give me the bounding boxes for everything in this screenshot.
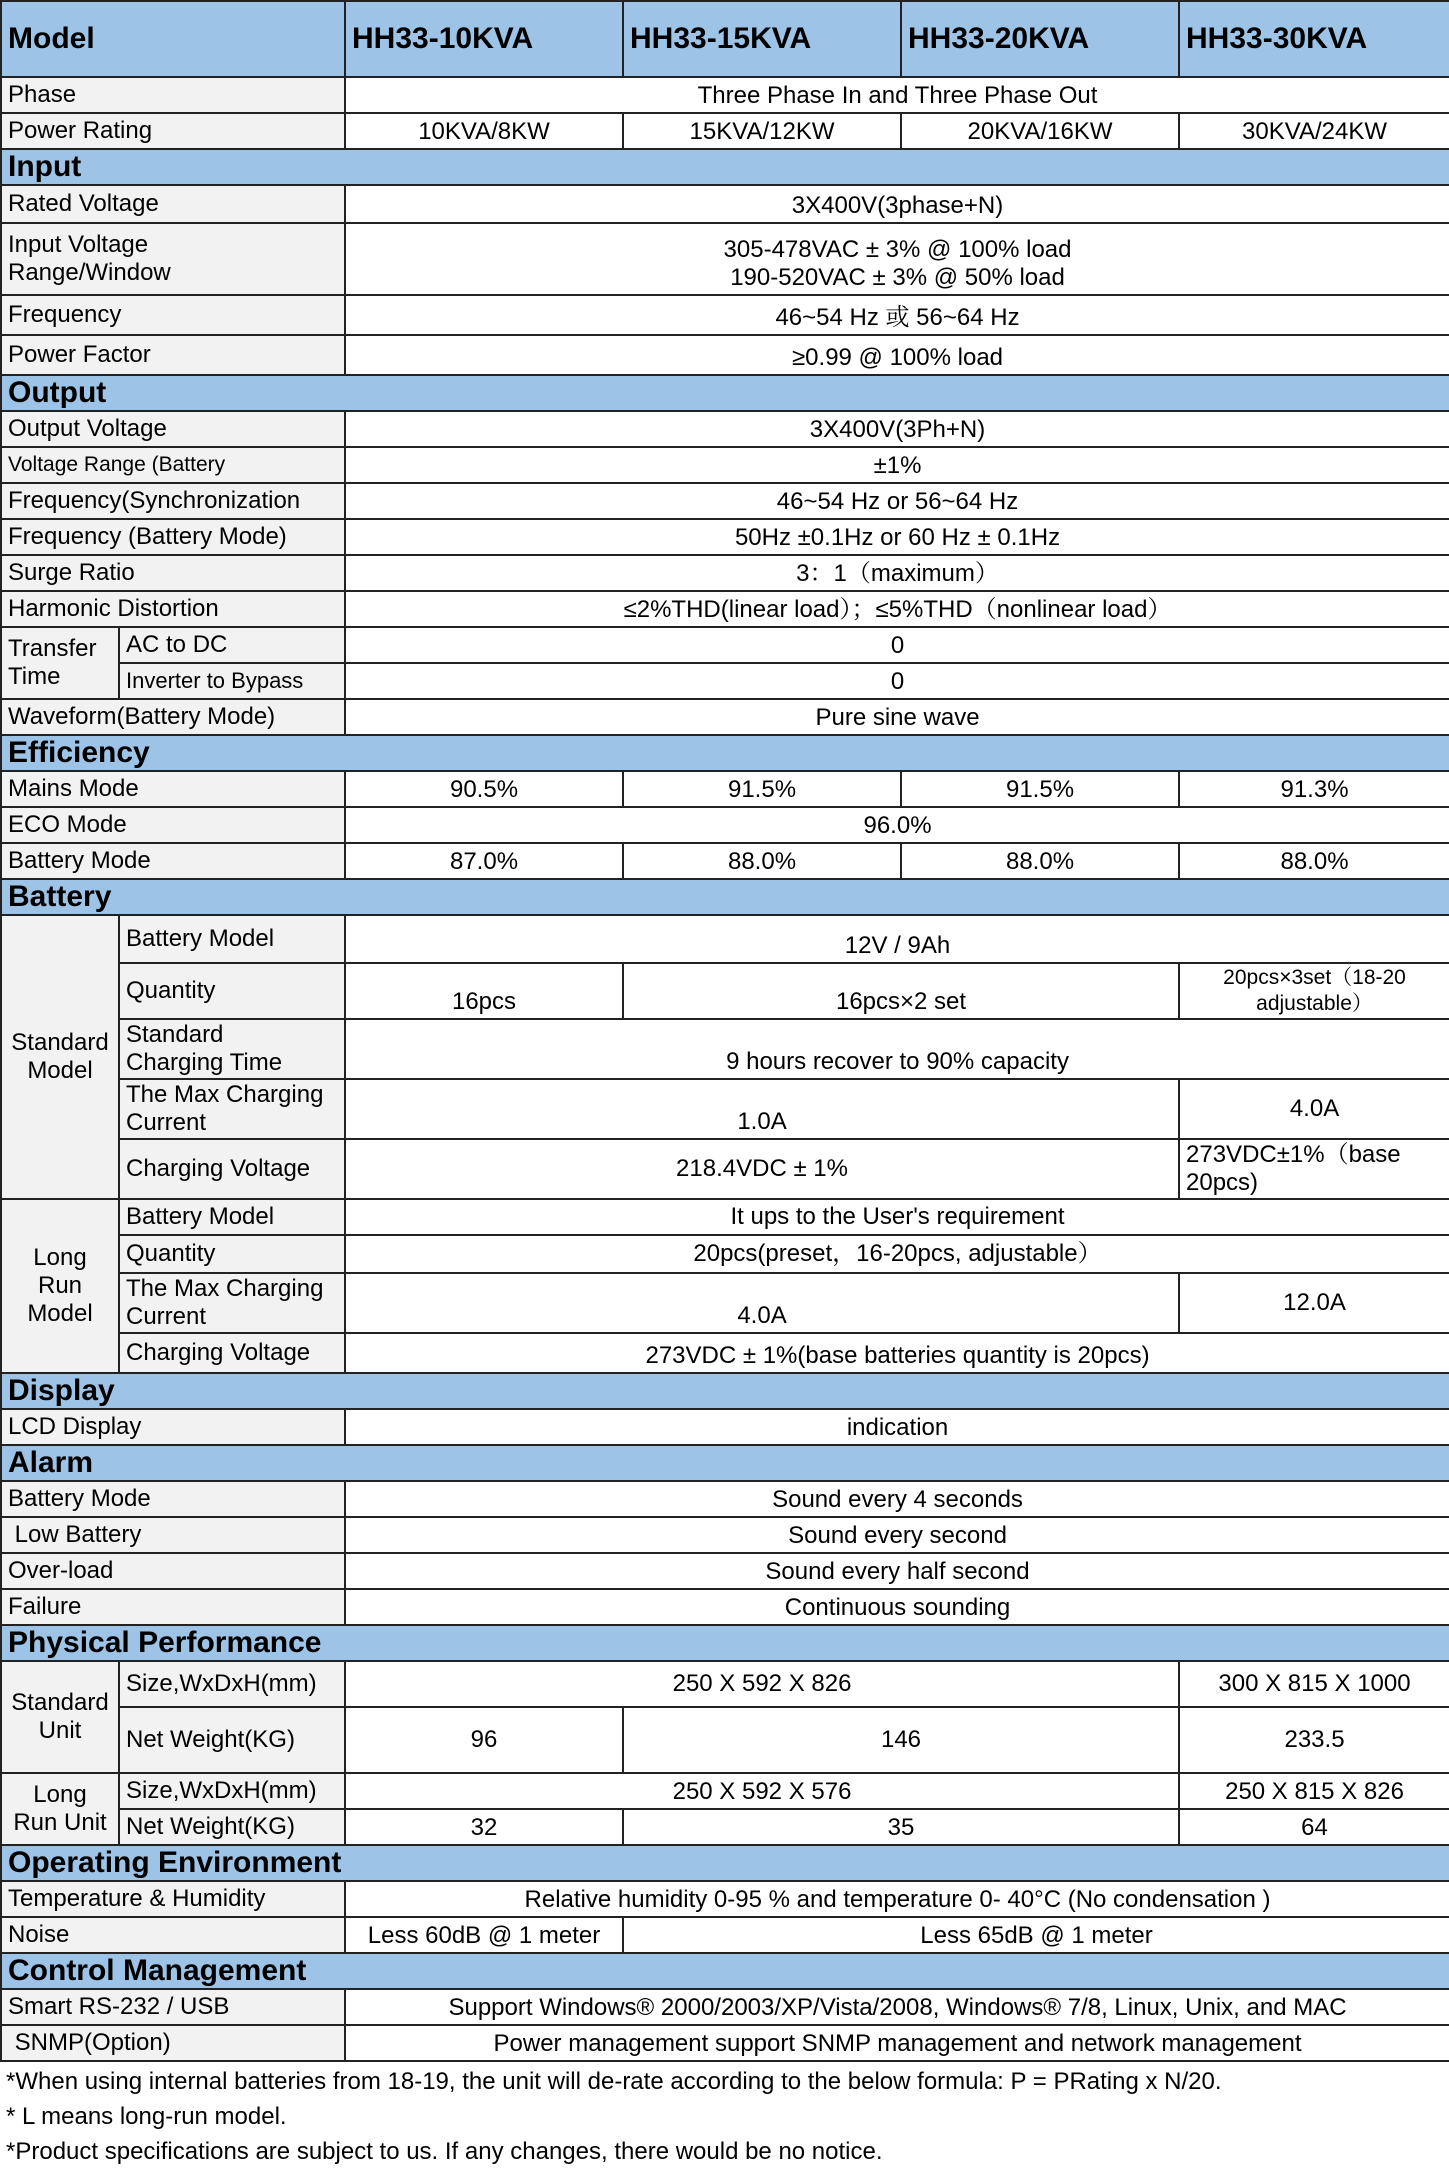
std-quantity-30kva-line2: adjustable） <box>1256 992 1373 1015</box>
power-factor-row <box>1 335 1449 375</box>
model-header-row <box>1 1 1449 77</box>
mains-mode-20kva: 91.5% <box>901 771 1179 807</box>
std-quantity-30kva <box>1179 963 1449 1019</box>
alarm-overload-label: Over-load <box>1 1553 345 1589</box>
model-15kva: HH33-15KVA <box>623 1 901 77</box>
long-weight-15-20kva: 35 <box>623 1809 1179 1845</box>
eco-mode-row <box>1 807 1449 843</box>
output-voltage-value: 3X400V(3Ph+N) <box>345 411 1449 447</box>
mains-mode-15kva: 91.5% <box>623 771 901 807</box>
standard-unit-label-line1: Standard <box>11 1689 109 1716</box>
std-size-row <box>1 1661 1449 1707</box>
long-weight-label: Net Weight(KG) <box>119 1809 345 1845</box>
long-run-model-label-line2: Run <box>37 1272 83 1299</box>
power-rating-label: Power Rating <box>1 113 345 149</box>
long-quantity-value: 20pcs(preset，16-20pcs, adjustable） <box>345 1235 1449 1273</box>
std-charging-voltage-30kva-line1: 273VDC±1%（base <box>1186 1141 1401 1168</box>
long-charging-voltage-label: Charging Voltage <box>119 1333 345 1373</box>
noise-label: Noise <box>1 1917 345 1953</box>
long-weight-10kva: 32 <box>345 1809 623 1845</box>
power-rating-20kva: 20KVA/16KW <box>901 113 1179 149</box>
std-weight-row <box>1 1707 1449 1773</box>
battery-mode-eff-10kva: 87.0% <box>345 843 623 879</box>
std-battery-model-row <box>1 915 1449 963</box>
long-size-30kva: 250 X 815 X 826 <box>1179 1773 1449 1809</box>
noise-row <box>1 1917 1449 1953</box>
standard-unit-group-label <box>1 1661 119 1773</box>
alarm-failure-value: Continuous sounding <box>345 1589 1449 1625</box>
std-weight-15-20kva: 146 <box>623 1707 1179 1773</box>
model-20kva: HH33-20KVA <box>901 1 1179 77</box>
std-quantity-row <box>1 963 1449 1019</box>
long-max-current-label-line2: Current <box>126 1303 207 1330</box>
long-run-unit-label-line2: Run Unit <box>13 1809 107 1836</box>
rated-voltage-label: Rated Voltage <box>1 185 345 223</box>
std-weight-30kva: 233.5 <box>1179 1707 1449 1773</box>
input-range-row <box>1 223 1449 295</box>
transfer-ac-dc-row <box>1 627 1449 663</box>
alarm-overload-value: Sound every half second <box>345 1553 1449 1589</box>
temperature-row <box>1 1881 1449 1917</box>
battery-title: Battery <box>1 879 1449 915</box>
mains-mode-label: Mains Mode <box>1 771 345 807</box>
long-size-10-20kva: 250 X 592 X 576 <box>345 1773 1179 1809</box>
rs232-row <box>1 1989 1449 2025</box>
std-charging-time-label <box>119 1019 345 1079</box>
freq-battery-value: 50Hz ±0.1Hz or 60 Hz ± 0.1Hz <box>345 519 1449 555</box>
noise-10kva: Less 60dB @ 1 meter <box>345 1917 623 1953</box>
rs232-label: Smart RS-232 / USB <box>1 1989 345 2025</box>
long-max-current-label <box>119 1273 345 1333</box>
battery-mode-eff-row <box>1 843 1449 879</box>
battery-mode-eff-15kva: 88.0% <box>623 843 901 879</box>
std-max-current-30kva: 4.0A <box>1179 1079 1449 1139</box>
std-charging-time-label-line1: Standard <box>126 1021 224 1048</box>
std-battery-model-value: 12V / 9Ah <box>345 915 1449 963</box>
ac-dc-value: 0 <box>345 627 1449 663</box>
std-max-current-label <box>119 1079 345 1139</box>
std-max-current-label-line2: Current <box>126 1109 207 1136</box>
waveform-value: Pure sine wave <box>345 699 1449 735</box>
transfer-time-label <box>1 627 119 699</box>
phase-row <box>1 77 1449 113</box>
harmonic-label: Harmonic Distortion <box>1 591 345 627</box>
std-charging-time-value: 9 hours recover to 90% capacity <box>345 1019 1449 1079</box>
freq-battery-label: Frequency (Battery Mode) <box>1 519 345 555</box>
lcd-display-row <box>1 1409 1449 1445</box>
model-label: Model <box>1 1 345 77</box>
std-charging-voltage-10-20kva: 218.4VDC ± 1% <box>345 1139 1179 1199</box>
std-quantity-label: Quantity <box>119 963 345 1019</box>
standard-model-label-line1: Standard <box>11 1029 109 1056</box>
inverter-bypass-value: 0 <box>345 663 1449 699</box>
inverter-bypass-label: Inverter to Bypass <box>119 663 345 699</box>
long-battery-model-row <box>1 1199 1449 1235</box>
alarm-row <box>1 1517 1449 1553</box>
input-section-header <box>1 149 1449 185</box>
long-weight-row <box>1 1809 1449 1845</box>
freq-sync-value: 46~54 Hz or 56~64 Hz <box>345 483 1449 519</box>
footnotes <box>0 2062 1449 2169</box>
waveform-label: Waveform(Battery Mode) <box>1 699 345 735</box>
harmonic-row <box>1 591 1449 627</box>
power-factor-value: ≥0.99 @ 100% load <box>345 335 1449 375</box>
display-section-header <box>1 1373 1449 1409</box>
input-frequency-row <box>1 295 1449 335</box>
std-quantity-10kva: 16pcs <box>345 963 623 1019</box>
output-section-header <box>1 375 1449 411</box>
phase-label: Phase <box>1 77 345 113</box>
std-charging-voltage-label: Charging Voltage <box>119 1139 345 1199</box>
std-charging-voltage-30kva <box>1179 1139 1449 1199</box>
long-run-model-group-label <box>1 1199 119 1373</box>
ac-dc-label: AC to DC <box>119 627 345 663</box>
std-quantity-30kva-line1: 20pcs×3set（18-20 <box>1223 966 1406 989</box>
long-size-label: Size,WxDxH(mm) <box>119 1773 345 1809</box>
rs232-value: Support Windows® 2000/2003/XP/Vista/2008, Windows® 7/8, Linux, Unix, and MAC <box>345 1989 1449 2025</box>
temperature-label: Temperature & Humidity <box>1 1881 345 1917</box>
eco-mode-label: ECO Mode <box>1 807 345 843</box>
input-frequency-value: 46~54 Hz 或 56~64 Hz <box>345 295 1449 335</box>
rated-voltage-value: 3X400V(3phase+N) <box>345 185 1449 223</box>
transfer-time-label-line1: Transfer <box>8 635 97 662</box>
battery-mode-eff-30kva: 88.0% <box>1179 843 1449 879</box>
input-frequency-label: Frequency <box>1 295 345 335</box>
long-run-model-label-line1: Long <box>33 1244 87 1271</box>
waveform-row <box>1 699 1449 735</box>
harmonic-value: ≤2%THD(linear load）；≤5%THD（nonlinear load） <box>345 591 1449 627</box>
transfer-bypass-row <box>1 663 1449 699</box>
model-30kva: HH33-30KVA <box>1179 1 1449 77</box>
std-quantity-15-20kva: 16pcs×2 set <box>623 963 1179 1019</box>
efficiency-section-header <box>1 735 1449 771</box>
alarm-section-header <box>1 1445 1449 1481</box>
std-size-label: Size,WxDxH(mm) <box>119 1661 345 1707</box>
long-charging-voltage-value: 273VDC ± 1%(base batteries quantity is 20pcs) <box>345 1333 1449 1373</box>
eco-mode-value: 96.0% <box>345 807 1449 843</box>
input-range-value-line1: 305-478VAC ± 3% @ 100% load <box>723 236 1072 263</box>
std-max-current-label-line1: The Max Charging <box>126 1081 324 1108</box>
rated-voltage-row <box>1 185 1449 223</box>
long-weight-30kva: 64 <box>1179 1809 1449 1845</box>
long-size-row <box>1 1773 1449 1809</box>
alarm-row <box>1 1553 1449 1589</box>
control-section-header <box>1 1953 1449 1989</box>
input-range-label-line2: Range/Window <box>8 259 171 286</box>
std-size-10-20kva: 250 X 592 X 826 <box>345 1661 1179 1707</box>
physical-section-header <box>1 1625 1449 1661</box>
footnote-derate: *When using internal batteries from 18-19, the unit will de-rate according to the below formula: P = PRating x N/20. <box>6 2068 1222 2095</box>
snmp-label: SNMP(Option) <box>1 2025 345 2061</box>
std-battery-model-label: Battery Model <box>119 915 345 963</box>
std-max-current-row <box>1 1079 1449 1139</box>
mains-mode-30kva: 91.3% <box>1179 771 1449 807</box>
footnote-specs-notice: *Product specifications are subject to us. If any changes, there would be no notice. <box>6 2138 883 2165</box>
battery-section-header <box>1 879 1449 915</box>
long-max-current-label-line1: The Max Charging <box>126 1275 324 1302</box>
std-size-30kva: 300 X 815 X 1000 <box>1179 1661 1449 1707</box>
alarm-battery-mode-value: Sound every 4 seconds <box>345 1481 1449 1517</box>
long-run-model-label-line3: Model <box>27 1300 93 1327</box>
physical-title: Physical Performance <box>1 1625 1449 1661</box>
long-battery-model-label: Battery Model <box>119 1199 345 1235</box>
battery-mode-eff-label: Battery Mode <box>1 843 345 879</box>
control-title: Control Management <box>1 1953 1449 1989</box>
input-title: Input <box>1 149 1449 185</box>
surge-ratio-row <box>1 555 1449 591</box>
long-charging-voltage-row <box>1 1333 1449 1373</box>
std-weight-10kva: 96 <box>345 1707 623 1773</box>
output-title: Output <box>1 375 1449 411</box>
std-charging-voltage-row <box>1 1139 1449 1199</box>
long-battery-model-value: It ups to the User's requirement <box>345 1199 1449 1235</box>
alarm-title: Alarm <box>1 1445 1449 1481</box>
long-run-unit-group-label <box>1 1773 119 1845</box>
voltage-range-label: Voltage Range (Battery <box>1 447 345 483</box>
power-rating-10kva: 10KVA/8KW <box>345 113 623 149</box>
input-range-value-line2: 190-520VAC ± 3% @ 50% load <box>730 264 1065 291</box>
std-charging-time-label-line2: Charging Time <box>126 1049 283 1076</box>
long-max-current-30kva: 12.0A <box>1179 1273 1449 1333</box>
output-voltage-label: Output Voltage <box>1 411 345 447</box>
temperature-value: Relative humidity 0-95 % and temperature 0- 40°C (No condensation ) <box>345 1881 1449 1917</box>
power-rating-15kva: 15KVA/12KW <box>623 113 901 149</box>
freq-sync-label: Frequency(Synchronization <box>1 483 345 519</box>
environment-section-header <box>1 1845 1449 1881</box>
long-quantity-row <box>1 1235 1449 1273</box>
surge-ratio-value: 3：1（maximum） <box>345 555 1449 591</box>
power-factor-label: Power Factor <box>1 335 345 375</box>
alarm-failure-label: Failure <box>1 1589 345 1625</box>
battery-mode-eff-20kva: 88.0% <box>901 843 1179 879</box>
alarm-battery-mode-label: Battery Mode <box>1 1481 345 1517</box>
snmp-row <box>1 2025 1449 2061</box>
long-run-unit-label-line1: Long <box>33 1781 87 1808</box>
mains-mode-row <box>1 771 1449 807</box>
standard-model-label-line2: Model <box>27 1057 93 1084</box>
std-weight-label: Net Weight(KG) <box>119 1707 345 1773</box>
display-title: Display <box>1 1373 1449 1409</box>
transfer-time-label-line2: Time <box>8 663 61 690</box>
model-10kva: HH33-10KVA <box>345 1 623 77</box>
freq-battery-row <box>1 519 1449 555</box>
freq-sync-row <box>1 483 1449 519</box>
std-charging-time-row <box>1 1019 1449 1079</box>
standard-model-group-label <box>1 915 119 1199</box>
alarm-row <box>1 1589 1449 1625</box>
power-rating-row <box>1 113 1449 149</box>
standard-unit-label-line2: Unit <box>38 1717 82 1744</box>
snmp-value: Power management support SNMP management and network management <box>345 2025 1449 2061</box>
std-charging-voltage-30kva-line2: 20pcs) <box>1186 1169 1259 1196</box>
input-range-label-line1: Input Voltage <box>8 231 149 258</box>
long-quantity-label: Quantity <box>119 1235 345 1273</box>
noise-15-30kva: Less 65dB @ 1 meter <box>623 1917 1449 1953</box>
efficiency-title: Efficiency <box>1 735 1449 771</box>
mains-mode-10kva: 90.5% <box>345 771 623 807</box>
input-range-label <box>1 223 345 295</box>
long-max-current-row <box>1 1273 1449 1333</box>
alarm-low-battery-value: Sound every second <box>345 1517 1449 1553</box>
input-range-value <box>345 223 1449 295</box>
environment-title: Operating Environment <box>1 1845 1449 1881</box>
lcd-display-label: LCD Display <box>1 1409 345 1445</box>
footnote-long-run: * L means long-run model. <box>6 2103 287 2130</box>
power-rating-30kva: 30KVA/24KW <box>1179 113 1449 149</box>
output-voltage-row <box>1 411 1449 447</box>
voltage-range-row <box>1 447 1449 483</box>
voltage-range-value: ±1% <box>345 447 1449 483</box>
long-max-current-10-20kva: 4.0A <box>345 1273 1179 1333</box>
alarm-row <box>1 1481 1449 1517</box>
std-max-current-10-20kva: 1.0A <box>345 1079 1179 1139</box>
phase-value: Three Phase In and Three Phase Out <box>345 77 1449 113</box>
lcd-display-value: indication <box>345 1409 1449 1445</box>
surge-ratio-label: Surge Ratio <box>1 555 345 591</box>
alarm-low-battery-label: Low Battery <box>1 1517 345 1553</box>
